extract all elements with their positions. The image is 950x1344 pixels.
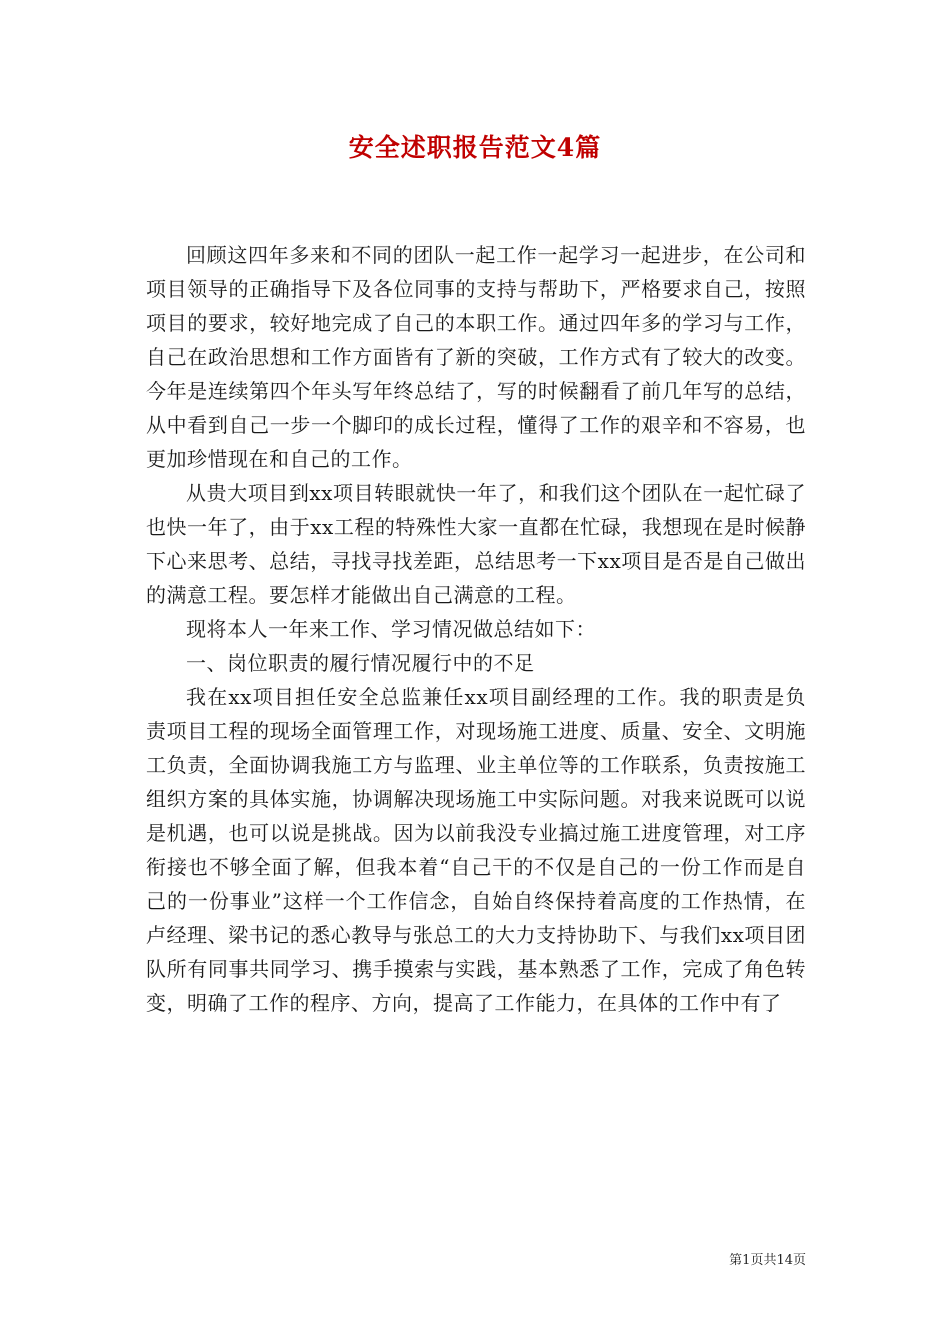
document-title: 安全述职报告范文4篇 — [348, 133, 602, 162]
paragraph-duties: 我在xx项目担任安全总监兼任xx项目副经理的工作。我的职责是负责项目工程的现场全面管理工作，对现场施工进度、质量、安全、文明施工负责，全面协调我施工方与监理、业主单位等的工作联系，负责按施工组织方案的具体实施，协调解决现场施工中实际问题。对我来说既可以说是机遇，也可以说是挑战。因为以前我没专业搞过施工进度管理，对工序衔接也不够全面了解，但我本着“自己干的不仅是自己的一份工作而是自己的一份事业”这样一个工作信念，自始自终保持着高度的工作热情，在卢经理、梁书记的悉心教导与张总工的大力支持协助下、与我们xx项目团队所有同事共同学习、携手摸索与实践，基本熟悉了工作，完成了角色转变，明确了工作的程序、方向，提高了工作能力，在具体的工作中有了 — [146, 685, 806, 1015]
section-heading-1: 一、岗位职责的履行情况履行中的不足 — [186, 651, 535, 675]
paragraph-summary-lead: 现将本人一年来工作、学习情况做总结如下： — [186, 617, 596, 641]
document-body — [146, 238, 806, 1020]
paragraph-project: 从贵大项目到xx项目转眼就快一年了，和我们这个团队在一起忙碌了也快一年了，由于xx工程的特殊性大家一直都在忙碌，我想现在是时候静下心来思考、总结，寻找寻找差距，总结思考一下xx项目是否是自己做出的满意工程。要怎样才能做出自己满意的工程。 — [146, 481, 806, 607]
paragraph-intro: 回顾这四年多来和不同的团队一起工作一起学习一起进步，在公司和项目领导的正确指导下及各位同事的支持与帮助下，严格要求自己，按照项目的要求，较好地完成了自己的本职工作。通过四年多的学习与工作，自己在政治思想和工作方面皆有了新的突破，工作方式有了较大的改变。今年是连续第四个年头写年终总结了，写的时候翻看了前几年写的总结，从中看到自己一步一个脚印的成长过程，懂得了工作的艰辛和不容易，也更加珍惜现在和自己的工作。 — [146, 243, 806, 471]
page-number: 第1页共14页 — [729, 1253, 806, 1268]
